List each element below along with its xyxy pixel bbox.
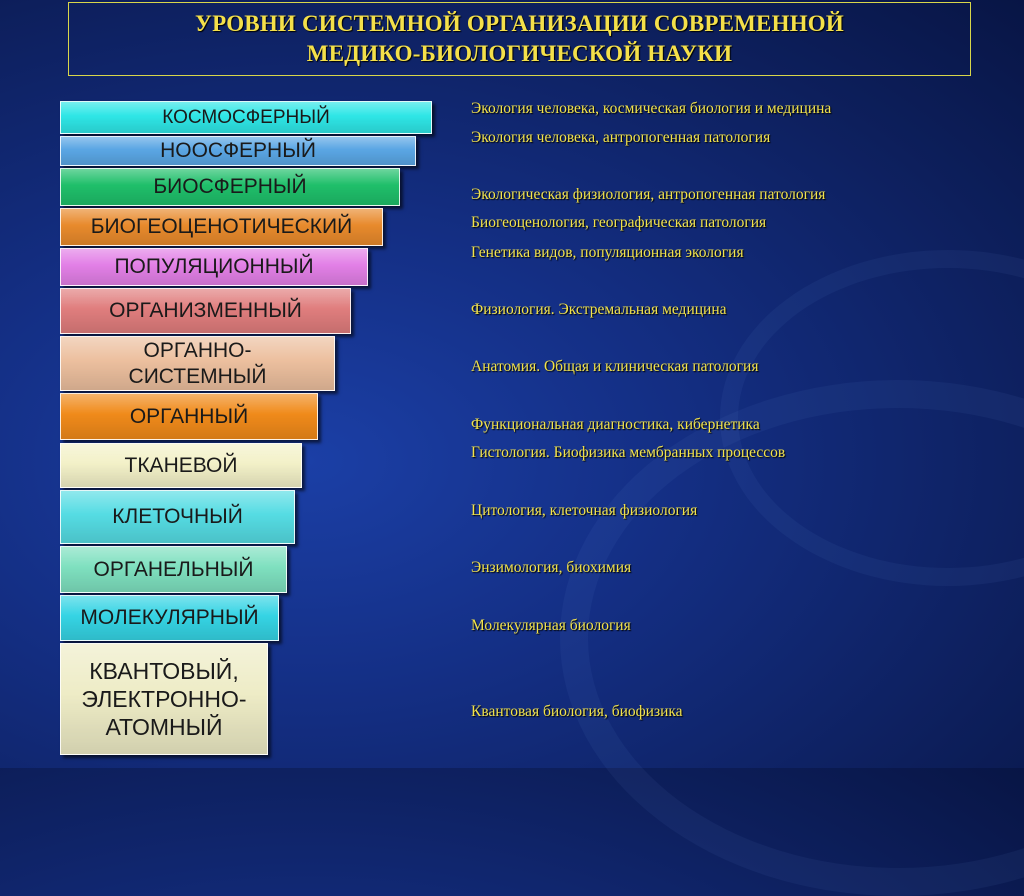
science-item: Квантовая биология, биофизика bbox=[471, 703, 683, 720]
science-item: Функциональная диагностика, кибернетика bbox=[471, 416, 760, 433]
science-item: Экология человека, космическая биология и медицина bbox=[471, 100, 832, 117]
title-box bbox=[68, 2, 971, 76]
level-box: КЛЕТОЧНЫЙ bbox=[60, 490, 295, 544]
science-item: Экологическая физиология, антропогенная патология bbox=[471, 186, 826, 203]
science-item: Генетика видов, популяционная экология bbox=[471, 244, 744, 261]
level-box: КВАНТОВЫЙ, ЭЛЕКТРОННО- АТОМНЫЙ bbox=[60, 643, 268, 755]
level-box: ПОПУЛЯЦИОННЫЙ bbox=[60, 248, 368, 286]
level-box: ОРГАННО- СИСТЕМНЫЙ bbox=[60, 336, 335, 391]
title-line-1: УРОВНИ СИСТЕМНОЙ ОРГАНИЗАЦИИ СОВРЕМЕННОЙ bbox=[195, 11, 844, 36]
level-box: ОРГАНЕЛЬНЫЙ bbox=[60, 546, 287, 593]
level-box: ОРГАННЫЙ bbox=[60, 393, 318, 440]
level-box: КОСМОСФЕРНЫЙ bbox=[60, 101, 432, 134]
level-box: ОРГАНИЗМЕННЫЙ bbox=[60, 288, 351, 334]
title-line-2: МЕДИКО-БИОЛОГИЧЕСКОЙ НАУКИ bbox=[306, 41, 733, 66]
science-item: Гистология. Биофизика мембранных процессов bbox=[471, 444, 786, 461]
science-item: Анатомия. Общая и клиническая патология bbox=[471, 358, 759, 375]
level-box: ТКАНЕВОЙ bbox=[60, 443, 302, 488]
level-box: МОЛЕКУЛЯРНЫЙ bbox=[60, 595, 279, 641]
science-item: Физиология. Экстремальная медицина bbox=[471, 301, 727, 318]
science-item: Энзимология, биохимия bbox=[471, 559, 632, 576]
level-box: НООСФЕРНЫЙ bbox=[60, 136, 416, 166]
level-box: БИОГЕОЦЕНОТИЧЕСКИЙ bbox=[60, 208, 383, 246]
science-item: Молекулярная биология bbox=[471, 617, 631, 634]
science-item: Биогеоценология, географическая патология bbox=[471, 214, 767, 231]
science-item: Экология человека, антропогенная патология bbox=[471, 129, 771, 146]
level-box: БИОСФЕРНЫЙ bbox=[60, 168, 400, 206]
science-item: Цитология, клеточная физиология bbox=[471, 502, 698, 519]
